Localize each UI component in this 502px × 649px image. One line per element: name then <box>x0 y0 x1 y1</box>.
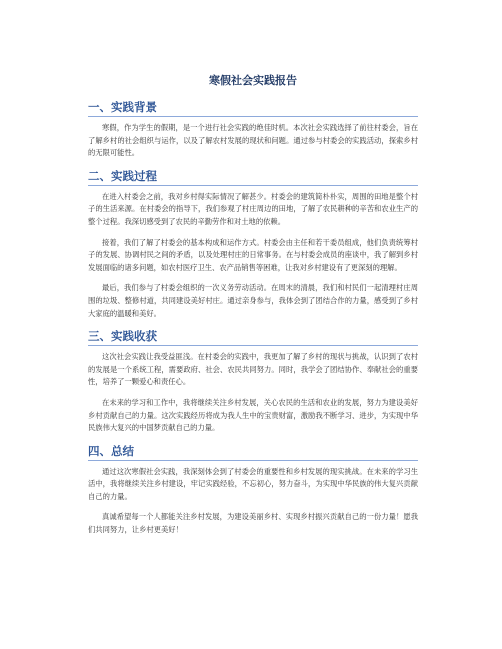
paragraph: 在未来的学习和工作中，我将继续关注乡村发展，关心农民的生活和农业的发展，努力为建设美好乡村贡献自己的力量。这次实践经历将成为我人生中的宝贵财富，激励我不断学习、进步，为实现中华民族伟大复兴的中国梦贡献自己的力量。 <box>88 397 418 433</box>
section-heading: 二、实践过程 <box>88 168 157 183</box>
section-heading: 一、实践背景 <box>88 100 157 114</box>
section-process <box>88 168 418 320</box>
heading-divider <box>88 116 418 117</box>
heading-divider <box>88 185 418 186</box>
report-title: 寒假社会实践报告 <box>209 74 297 87</box>
section-heading: 三、实践收获 <box>88 329 157 344</box>
paragraph: 真诚希望每一个人都能关注乡村发展，为建设美丽乡村、实现乡村振兴贡献自己的一份力量！愿我们共同努力，让乡村更美好！ <box>88 512 418 535</box>
paragraph: 寒假，作为学生的假期，是一个进行社会实践的绝佳时机。本次社会实践选择了前往村委会，旨在了解乡村的社会组织与运作，以及了解农村发展的现状和问题。通过参与村委会的实践活动，探索乡村的无限可能性。 <box>88 123 418 158</box>
heading-divider <box>88 460 418 461</box>
section-gains <box>88 328 418 435</box>
paragraph: 最后，我们参与了村委会组织的一次义务劳动活动。在周末的清晨，我们和村民们一起清理村庄周围的垃圾、整修村道，共同建设美好村庄。通过亲身参与，我体会到了团结合作的力量，感受到了乡村大家庭的温暖和美好。 <box>88 283 418 318</box>
section-background <box>88 99 418 160</box>
section-summary <box>88 443 418 537</box>
paragraph: 接着，我们了解了村委会的基本构成和运作方式。村委会由主任和若干委员组成，他们负责统筹村子的发展、协调村民之间的矛盾，以及处理村庄的日常事务。在与村委会成员的座谈中，我了解到乡村发展面临的诸多问题，如农村医疗卫生、农产品销售等困难，让我对乡村建设有了更深刻的理解。 <box>88 237 418 272</box>
paragraph: 通过这次寒假社会实践，我深刻体会到了村委会的重要性和乡村发展的现实挑战。在未来的学习生活中，我将继续关注乡村建设，牢记实践经验，不忘初心，努力奋斗，为实现中华民族的伟大复兴贡献自己的力量。 <box>88 466 418 501</box>
report-page <box>88 74 418 545</box>
heading-divider <box>88 345 418 346</box>
paragraph: 这次社会实践让我受益匪浅。在村委会的实践中，我更加了解了乡村的现状与挑战，认识到了农村的发展是一个系统工程，需要政府、社会、农民共同努力。同时，我学会了团结协作、奉献社会的重要性，培养了一颗爱心和责任心。 <box>88 352 418 387</box>
section-heading: 四、总结 <box>88 443 134 458</box>
paragraph: 在进入村委会之前，我对乡村得实际情况了解甚少。村委会的建筑简朴朴实，周围的田地是整个村子的生活来源。在村委会的指导下，我们参观了村庄周边的田地，了解了农民耕种的辛苦和农业生产的整个过程。我深切感受到了农民的辛勤劳作和对土地的依赖。 <box>88 191 418 226</box>
